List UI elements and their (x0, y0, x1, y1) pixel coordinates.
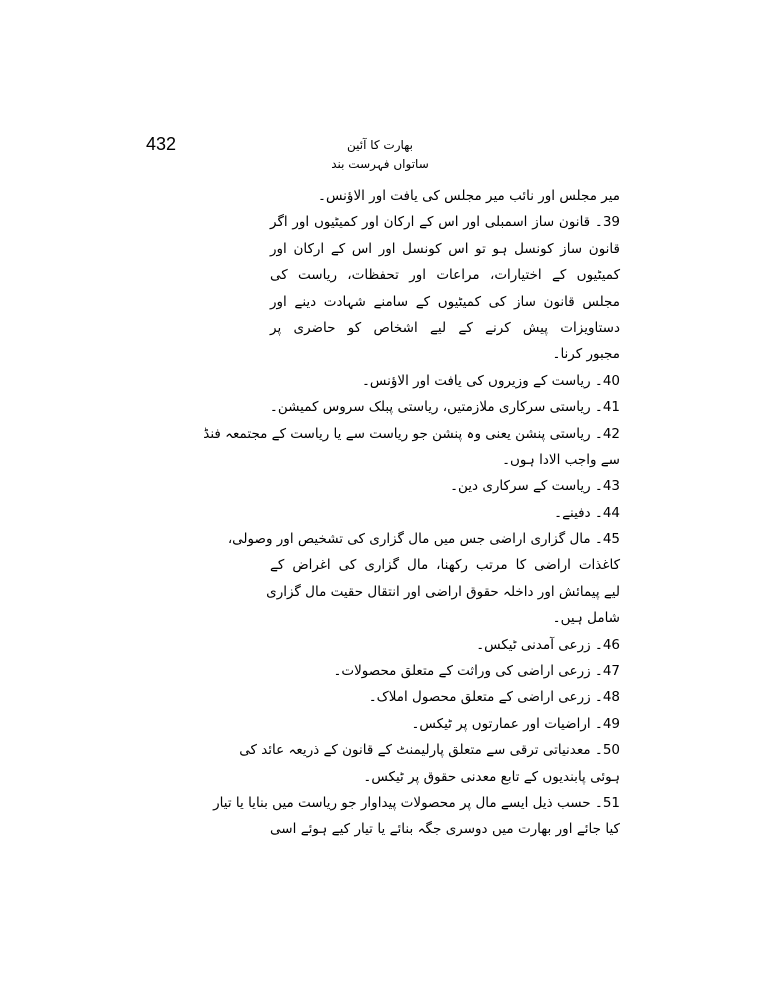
text-line: لیے پیمائش اور داخلہ حقوق اراضی اور انتقال حقیت مال گزاری (266, 583, 620, 600)
text-line: 39۔ قانون ساز اسمبلی اور اس کے ارکان اور کمیٹیوں اور اگر (270, 214, 620, 231)
text-line: 42۔ ریاستی پنشن یعنی وہ پنشن جو ریاست سے یا ریاست کے مجتمعہ فنڈ (203, 425, 620, 442)
text-line: 40۔ ریاست کے وزیروں کی یافت اور الاؤنس۔ (361, 372, 620, 389)
text-line: 47۔ زرعی اراضی کی وراثت کے متعلق محصولات۔ (333, 663, 620, 680)
text-line: 45۔ مال گزاری اراضی جس میں مال گزاری کی تشخیص اور وصولی، (227, 531, 620, 548)
page-number: 432 (146, 134, 177, 154)
text-line: کمیٹیوں کے اختیارات، مراعات اور تحفظات، ریاست کی (270, 267, 620, 284)
text-line: 50۔ معدنیاتی ترقی سے متعلق پارلیمنٹ کے قانون کے ذریعہ عائد کی (239, 742, 620, 759)
text-line: قانون ساز کونسل ہو تو اس کونسل اور اس کے ارکان اور (270, 240, 620, 257)
text-line: 49۔ اراضیات اور عمارتوں پر ٹیکس۔ (411, 715, 620, 732)
text-line: 48۔ زرعی اراضی کے متعلق محصول املاک۔ (368, 689, 620, 706)
text-line: شامل ہیں۔ (552, 610, 620, 627)
text-line: 46۔ زرعی آمدنی ٹیکس۔ (476, 636, 620, 653)
text-line: 43۔ ریاست کے سرکاری دین۔ (450, 478, 620, 495)
text-line: ہوئی پابندیوں کے تابع معدنی حقوق پر ٹیکس۔ (363, 768, 620, 785)
text-line: 51۔ حسب ذیل ایسے مال پر محصولات پیداوار جو ریاست میں بنایا یا تیار (213, 794, 620, 811)
text-line: سے واجب الادا ہوں۔ (502, 451, 620, 468)
header-subtitle: ساتواں فہرست بند (331, 157, 429, 171)
text-line: 44۔ دفینے۔ (554, 504, 620, 521)
text-line: 41۔ ریاستی سرکاری ملازمتیں، ریاستی پبلک سروس کمیشن۔ (269, 399, 620, 416)
text-line: کاغذات اراضی کا مرتب رکھنا، مال گزاری کی اغراض کے (270, 557, 620, 574)
text-line: دستاویزات پیش کرنے کے لیے اشخاص کو حاضری پر (270, 319, 620, 336)
text-line: میر مجلس اور نائب میر مجلس کی یافت اور الاؤنس۔ (318, 188, 620, 204)
text-line: مجبور کرنا۔ (552, 346, 620, 363)
text-line: مجلس قانون ساز کی کمیٹیوں کے سامنے شہادت دینے اور (270, 293, 620, 310)
running-header (300, 136, 460, 174)
text-line: کیا جائے اور بھارت میں دوسری جگہ بنائے یا تیار کیے ہوئے اسی (270, 821, 620, 838)
schedule-text-body (203, 183, 620, 843)
header-title: بھارت کا آئین (346, 138, 414, 152)
